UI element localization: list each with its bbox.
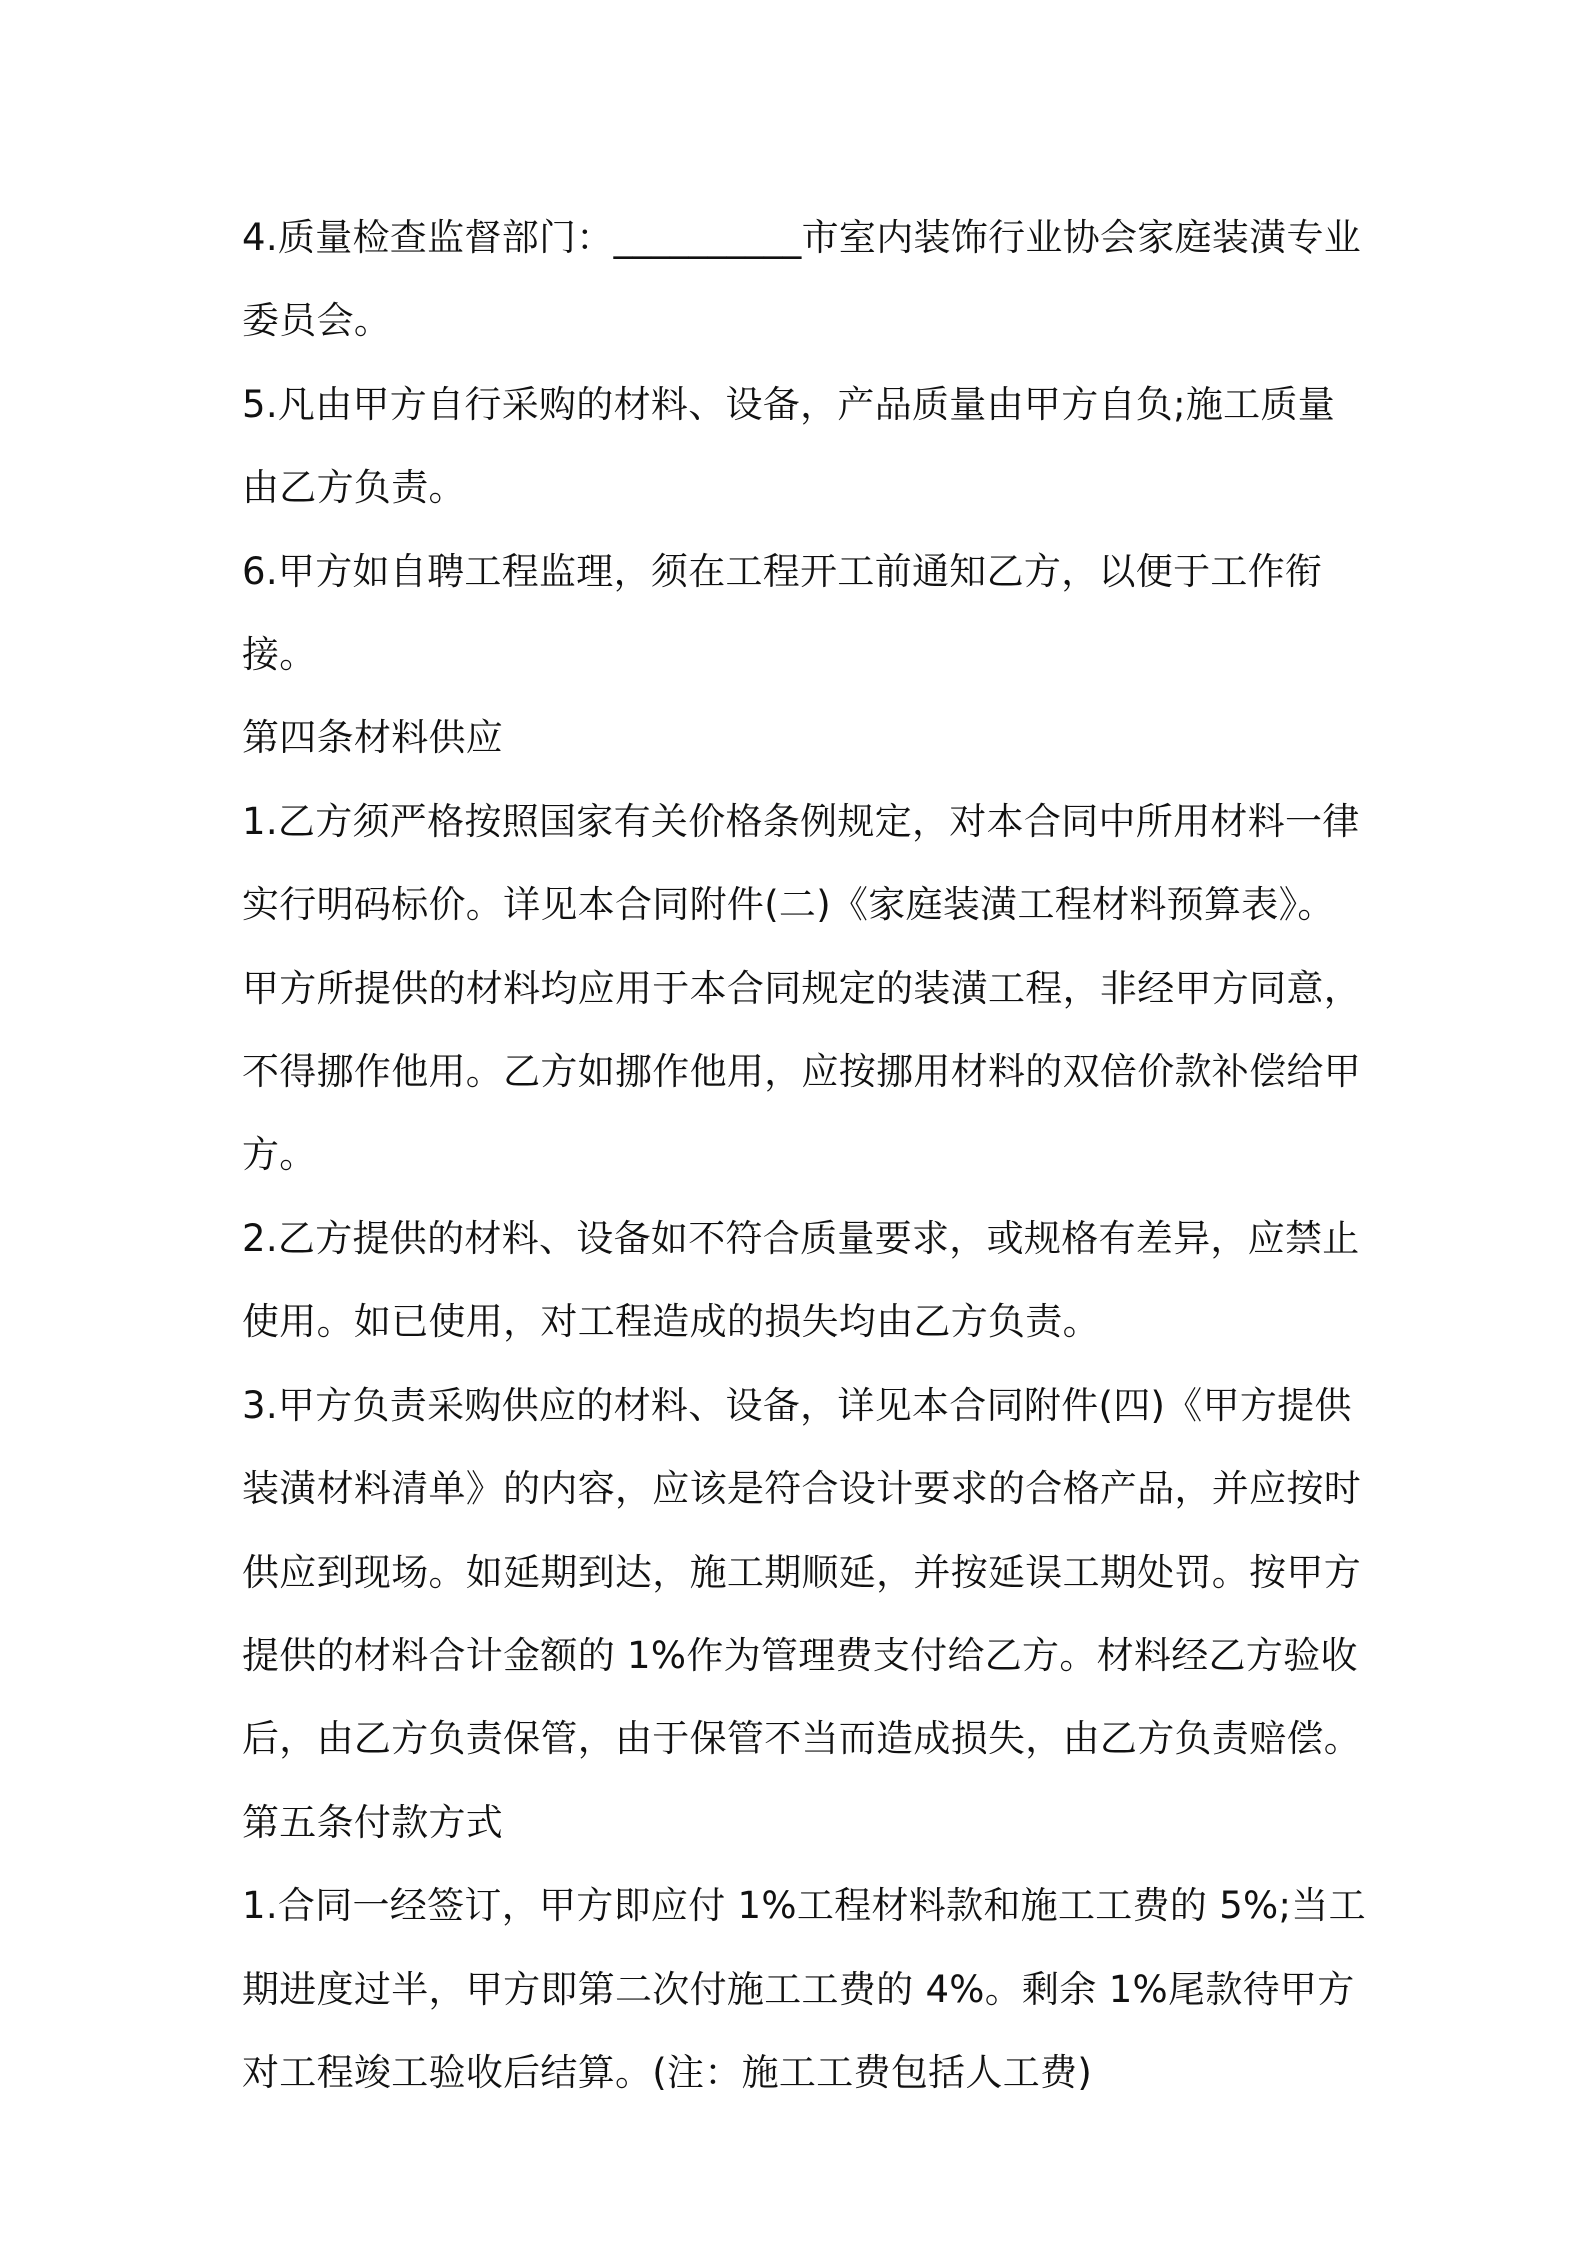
article-heading: 第五条付款方式 xyxy=(242,1800,504,1844)
clause-paragraph: 6.甲方如自聘工程监理，须在工程开工前通知乙方，以便于工作衔接。 xyxy=(242,549,1323,677)
clause-paragraph: 1.合同一经签订，甲方即应付 1%工程材料款和施工工费的 5%;当工期进度过半，甲方即第二次付施工工费的 4%。剩余 1%尾款待甲方对工程竣工验收后结算。(注：施工工费包括人工费) xyxy=(242,1884,1366,2094)
clause-paragraph: 3.甲方负责采购供应的材料、设备，详见本合同附件(四)《甲方提供装潢材料清单》的内容，应该是符合设计要求的合格产品，并应按时供应到现场。如延期到达，施工期顺延，并按延误工期处罚。按甲方提供的材料合计金额的 1%作为管理费支付给乙方。材料经乙方验收后，由乙方负责保管，由于保管不当而造成损失，由乙方负责赔偿。 xyxy=(242,1383,1361,1761)
clause-paragraph: 1.乙方须严格按照国家有关价格条例规定，对本合同中所用材料一律实行明码标价。详见本合同附件(二)《家庭装潢工程材料预算表》。 xyxy=(242,799,1360,927)
clause-paragraph: 5.凡由甲方自行采购的材料、设备，产品质量由甲方自负;施工质量由乙方负责。 xyxy=(242,382,1336,510)
article-heading: 第四条材料供应 xyxy=(242,716,504,760)
clause-paragraph: 2.乙方提供的材料、设备如不符合质量要求，或规格有差异，应禁止使用。如已使用，对工程造成的损失均由乙方负责。 xyxy=(242,1216,1360,1344)
clause-paragraph: 4.质量检查监督部门：__________市室内装饰行业协会家庭装潢专业委员会。 xyxy=(242,216,1362,343)
clause-paragraph: 甲方所提供的材料均应用于本合同规定的装潢工程，非经甲方同意，不得挪作他用。乙方如挪作他用，应按挪用材料的双倍价款补偿给甲方。 xyxy=(242,966,1361,1177)
document-body xyxy=(242,196,1372,2114)
